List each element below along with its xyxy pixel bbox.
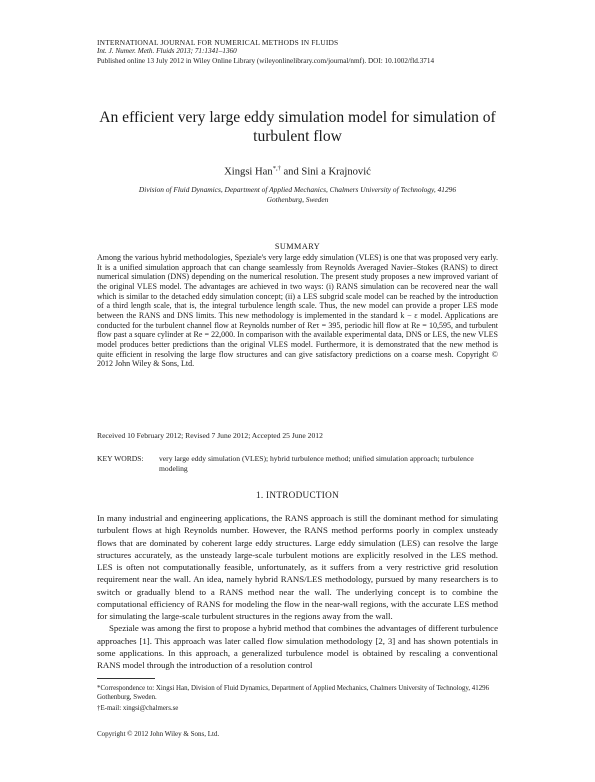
journal-name: INTERNATIONAL JOURNAL FOR NUMERICAL METHODS IN FLUIDS — [97, 38, 339, 47]
footnote-email: †E-mail: xingsi@chalmers.se — [97, 705, 179, 712]
journal-citation: Int. J. Numer. Meth. Fluids 2013; 71:1341–1360 — [97, 47, 237, 56]
keywords — [97, 454, 498, 473]
keywords-label: KEY WORDS: — [97, 454, 144, 463]
paragraph: In many industrial and engineering applications, the RANS approach is still the dominant method for simulating turbulent flows at high Reynolds number. However, the RANS method performs poorly in complex unsteady flows that are dominated by coherent large eddy structures. Large eddy simulation (LES) can resolve the large structures accurately, as the unsteady large-scale turbulent motions are explicitly resolved in the LES method. LES is often not computationally feasible, unfortunately, as it suffers from a very restrictive grid resolution requirement near the wall. An idea, namely hybrid RANS/LES methodology, pursued by many researchers is to switch or gradually blend to a RANS method near the wall. The underlying concept is to combine the computational efficiency of RANS for modeling the flow in the near-wall regions, with the accurate LES method for simulating the large-scale turbulent structures in the regions away from the wall. — [97, 513, 498, 621]
footnote-rule — [97, 678, 155, 679]
paragraph: Speziale was among the first to propose a hybrid method that combines the advantages of different turbulence approaches [1]. This approach was later called flow simulation methodology [2, 3] and has shown potentials in some applications. In this approach, a generalized turbulence model is obtained by rescaling a conventional RANS model through the introduction of a resolution control — [97, 623, 498, 670]
article-title: An efficient very large eddy simulation model for simulation of turbulent flow — [99, 109, 496, 145]
received-dates: Received 10 February 2012; Revised 7 June 2012; Accepted 25 June 2012 — [97, 431, 323, 440]
copyright-notice: Copyright © 2012 John Wiley & Sons, Ltd. — [97, 730, 220, 738]
keywords-text: very large eddy simulation (VLES); hybrid turbulence method; unified simulation approach; turbulence modeling — [159, 454, 474, 473]
section-heading-introduction: 1. INTRODUCTION — [255, 490, 340, 500]
journal-header — [97, 38, 507, 66]
introduction-body — [97, 512, 498, 671]
author-first: Xingsi Han — [224, 166, 273, 178]
footnote-correspondence: *Correspondence to: Xingsi Han, Division of Fluid Dynamics, Department of Applied Mechanics, Chalmers University of Technology, 41296 Gothenburg, Sweden. — [97, 685, 490, 701]
author-line — [0, 165, 595, 178]
summary-heading: SUMMARY — [274, 242, 321, 251]
author-second: Sini a Krajnović — [301, 166, 371, 178]
summary-text: Among the various hybrid methodologies, Speziale's very large eddy simulation (VLES) is one that was proposed very early. It is a unified simulation approach that can change seamlessly from Reynolds Averaged Navier–Stokes (RANS) to direct numerical simulation (DNS) depending on the numerical resolution. The present study proposes a new improved variant of the original VLES model. The advantages are achieved in two ways: (i) RANS simulation can be recovered near the wall which is similar to the detached eddy simulation concept; (ii) a LES subgrid scale model can be reached by the introduction of a third length scale, that is, the integral turbulence length scale. Thus, the new model can provide a proper LES mode between the RANS and DNS limits. This new methodology is implemented in the standard k − ε model. Applications are conducted for the turbulent channel flow at Reynolds number of Reτ = 395, periodic hill flow at Re = 10,595, and turbulent flow past a square cylinder at Re = 22,000. In comparison with the available experimental data, DNS or LES, the new VLES model produces better predictions than the original VLES model. Furthermore, it is demonstrated that the new method is quite efficient in resolving the large flow structures and can give satisfactory predictions on a coarse mesh. Copyright © 2012 John Wiley & Sons, Ltd. — [97, 253, 498, 369]
author-marks: *,† — [272, 165, 281, 172]
footnotes — [97, 684, 498, 714]
affiliation: Division of Fluid Dynamics, Department of Applied Mechanics, Chalmers University of Technology, 41296 Gothenburg, Sweden — [138, 185, 457, 204]
publication-info: Published online 13 July 2012 in Wiley Online Library (wileyonlinelibrary.com/journal/nmf). DOI: 10.1002/fld.3714 — [97, 56, 435, 65]
author-conjunction: and — [283, 166, 299, 178]
